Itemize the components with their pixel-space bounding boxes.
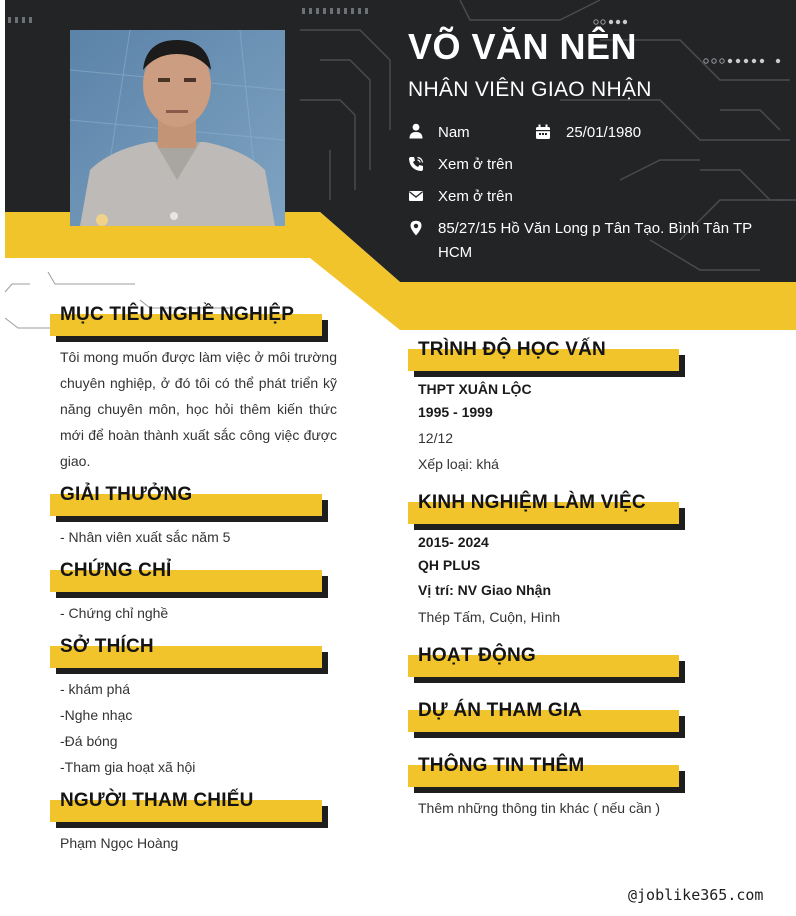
phone-value: Xem ở trên <box>438 156 513 173</box>
education-years: 1995 - 1999 <box>418 404 493 420</box>
email-value: Xem ở trên <box>438 188 513 205</box>
hobbies-heading <box>50 636 322 668</box>
education-heading <box>408 339 679 371</box>
map-pin-icon <box>408 220 424 236</box>
calendar-icon <box>535 124 551 140</box>
profile-photo <box>70 30 285 226</box>
birthdate-value: 25/01/1980 <box>566 124 642 141</box>
experience-position: Vị trí: NV Giao Nhận <box>418 582 552 598</box>
objective-title: MỤC TIÊU NGHỀ NGHIỆP <box>60 304 295 325</box>
candidate-name: VÕ VĂN NÊN <box>408 26 638 67</box>
projects-title: DỰ ÁN THAM GIA <box>418 700 583 721</box>
experience-period: 2015- 2024 <box>418 534 489 550</box>
extra-heading <box>408 755 679 787</box>
person-icon <box>408 123 424 139</box>
hobbies-title: SỞ THÍCH <box>60 636 154 657</box>
education-grade: 12/12 <box>418 430 454 446</box>
reference-item: Phạm Ngọc Hoàng <box>60 835 179 851</box>
experience-description: Thép Tấm, Cuộn, Hình <box>418 609 561 625</box>
education-rank: Xếp loại: khá <box>418 456 499 472</box>
awards-item: - Nhân viên xuất sắc năm 5 <box>60 529 231 545</box>
address-value: 85/27/15 Hồ Văn Long p Tân Tạo. Bình Tân TP HCM <box>438 220 752 261</box>
envelope-icon <box>408 188 424 204</box>
awards-heading <box>50 484 322 516</box>
extra-title: THÔNG TIN THÊM <box>418 755 585 776</box>
hobby-item: -Đá bóng <box>60 733 118 749</box>
awards-title: GIẢI THƯỞNG <box>60 484 193 505</box>
hobby-item: -Nghe nhạc <box>60 707 133 723</box>
certificates-heading <box>50 560 322 592</box>
experience-heading <box>408 492 679 524</box>
certificates-item: - Chứng chỉ nghề <box>60 605 169 621</box>
hobby-item: -Tham gia hoạt xã hội <box>60 759 196 775</box>
watermark: @joblike365.com <box>628 886 764 904</box>
references-heading <box>50 790 322 822</box>
phone-icon <box>408 156 424 172</box>
experience-company: QH PLUS <box>418 557 481 573</box>
experience-title: KINH NGHIỆM LÀM VIỆC <box>418 492 646 513</box>
education-school: THPT XUÂN LỘC <box>418 381 532 397</box>
objective-heading <box>50 304 322 336</box>
hobby-item: - khám phá <box>60 681 131 697</box>
education-title: TRÌNH ĐỘ HỌC VẤN <box>418 339 606 360</box>
gender-value: Nam <box>438 124 470 141</box>
certificates-title: CHỨNG CHỈ <box>60 560 172 581</box>
candidate-role: NHÂN VIÊN GIAO NHẬN <box>408 78 652 101</box>
extra-text: Thêm những thông tin khác ( nếu cần ) <box>418 800 661 816</box>
projects-heading <box>408 700 679 732</box>
activities-title: HOẠT ĐỘNG <box>418 645 536 666</box>
references-title: NGƯỜI THAM CHIẾU <box>60 790 254 811</box>
activities-heading <box>408 645 679 677</box>
objective-text: Tôi mong muốn được làm việc ở môi trường chuyên nghiệp, ở đó tôi có thể phát triển kỹ năng chuyên môn, học hỏi thêm kiến thức mới để hoàn thành xuất sắc công việc được giao. <box>60 349 337 469</box>
